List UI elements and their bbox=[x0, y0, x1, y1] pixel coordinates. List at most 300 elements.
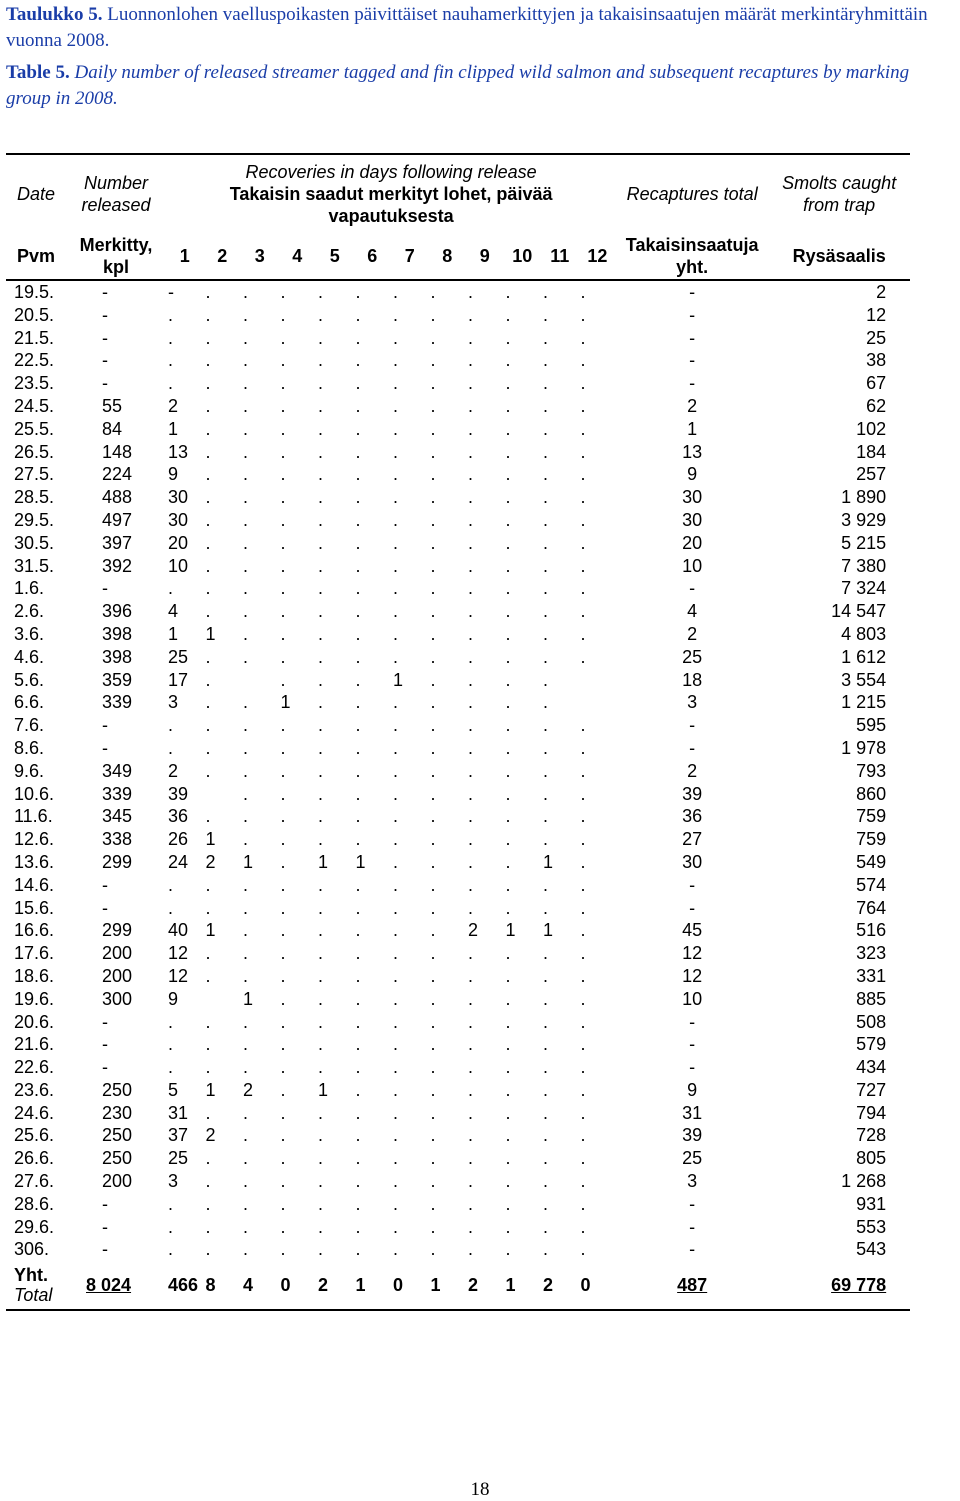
row-recovery-day: . bbox=[280, 806, 286, 827]
row-released: - bbox=[102, 897, 108, 918]
row-recovery-day: . bbox=[505, 669, 511, 690]
header-recoveries-fi: Takaisin saadut merkityt lohet, päivää vapautuksesta bbox=[229, 184, 553, 226]
table-row bbox=[6, 1011, 910, 1034]
row-recovery-day: 2 bbox=[468, 920, 479, 941]
row-recovery-day: . bbox=[205, 1216, 211, 1237]
row-recovery-day: . bbox=[280, 715, 286, 736]
row-recovery-day: . bbox=[468, 464, 474, 485]
total-smolts: 69 778 bbox=[768, 1261, 910, 1310]
row-recovery-day: . bbox=[543, 418, 549, 439]
caption-fi-text: Luonnonlohen vaelluspoikasten päivittäiset nauhamerkittyjen ja takaisinsaatujen määrät merkintäryhmittäin vuonna 2008. bbox=[6, 4, 928, 51]
row-recovery-day: . bbox=[543, 646, 549, 667]
row-recovery-day: . bbox=[580, 1057, 586, 1078]
row-recovery-day: . bbox=[430, 1171, 436, 1192]
row-recovery-day: . bbox=[355, 1216, 361, 1237]
row-recovery-day: . bbox=[393, 441, 399, 462]
row-released: 339 bbox=[102, 783, 133, 804]
row-recovery-day: . bbox=[318, 988, 324, 1009]
row-released: 300 bbox=[102, 988, 133, 1009]
row-recaptures-total: 12 bbox=[682, 943, 703, 964]
row-released: - bbox=[102, 1011, 108, 1032]
row-recovery-day: . bbox=[393, 578, 399, 599]
row-smolts: 508 bbox=[856, 1011, 887, 1032]
row-recovery-day: . bbox=[430, 669, 436, 690]
row-recovery-day: 4 bbox=[168, 601, 179, 622]
row-recovery-day: . bbox=[543, 1193, 549, 1214]
row-recovery-day: . bbox=[280, 897, 286, 918]
row-recovery-day: . bbox=[280, 282, 286, 302]
row-recovery-day: . bbox=[393, 874, 399, 895]
row-smolts: 7 324 bbox=[841, 578, 887, 599]
table-row bbox=[6, 600, 910, 623]
row-recovery-day: . bbox=[393, 555, 399, 576]
row-recovery-day bbox=[204, 988, 242, 1011]
row-released: - bbox=[102, 327, 108, 348]
row-recovery-day: . bbox=[318, 509, 324, 530]
row-recovery-day: . bbox=[205, 487, 211, 508]
row-date: 24.5. bbox=[14, 395, 55, 416]
row-recovery-day: . bbox=[430, 327, 436, 348]
header-day: 10 bbox=[504, 232, 542, 280]
row-recovery-day: . bbox=[243, 1102, 249, 1123]
header-date-en: Date bbox=[6, 154, 66, 232]
row-recovery-day: . bbox=[543, 1057, 549, 1078]
row-recovery-day: . bbox=[280, 851, 286, 872]
table-row bbox=[6, 509, 910, 532]
row-recovery-day: . bbox=[318, 806, 324, 827]
row-date: 28.5. bbox=[14, 487, 55, 508]
row-recovery-day: . bbox=[580, 487, 586, 508]
row-recovery-day: . bbox=[505, 1011, 511, 1032]
row-recovery-day: . bbox=[243, 920, 249, 941]
row-recovery-day: . bbox=[393, 532, 399, 553]
row-recovery-day: . bbox=[580, 1102, 586, 1123]
row-recovery-day: . bbox=[505, 1216, 511, 1237]
row-recovery-day: . bbox=[243, 1216, 249, 1237]
row-recovery-day: . bbox=[355, 760, 361, 781]
table-row bbox=[6, 783, 910, 806]
row-smolts: 331 bbox=[856, 965, 887, 986]
row-recovery-day: . bbox=[168, 1011, 174, 1032]
row-recovery-day: 12 bbox=[168, 965, 189, 986]
row-date: 3.6. bbox=[14, 623, 45, 644]
row-recovery-day: . bbox=[280, 1057, 286, 1078]
row-recovery-day: . bbox=[430, 760, 436, 781]
row-recovery-day: . bbox=[430, 1079, 436, 1100]
caption-en-text: Daily number of released streamer tagged and fin clipped wild salmon and subsequent recaptures by marking group in 2008. bbox=[6, 62, 910, 109]
row-recovery-day: . bbox=[505, 532, 511, 553]
row-recovery-day: 5 bbox=[168, 1079, 179, 1100]
row-date: 18.6. bbox=[14, 965, 55, 986]
table-row bbox=[6, 828, 910, 851]
row-recaptures-total: - bbox=[689, 874, 696, 895]
row-recovery-day: . bbox=[430, 532, 436, 553]
row-recovery-day: 3 bbox=[168, 1171, 179, 1192]
row-recovery-day: . bbox=[393, 988, 399, 1009]
header-day: 1 bbox=[166, 232, 204, 280]
row-recovery-day: . bbox=[355, 943, 361, 964]
table-row bbox=[6, 532, 910, 555]
total-day: 2 bbox=[316, 1261, 354, 1310]
total-row bbox=[6, 1261, 910, 1310]
row-recovery-day: . bbox=[393, 943, 399, 964]
row-recovery-day: . bbox=[505, 692, 511, 713]
table-row bbox=[6, 486, 910, 509]
row-recovery-day: . bbox=[318, 737, 324, 758]
row-released: 84 bbox=[102, 418, 123, 439]
row-recaptures-total: 2 bbox=[687, 623, 698, 644]
row-released: 396 bbox=[102, 601, 133, 622]
row-date: 15.6. bbox=[14, 897, 55, 918]
table-row bbox=[6, 646, 910, 669]
row-recovery-day: . bbox=[243, 601, 249, 622]
row-recovery-day: . bbox=[243, 555, 249, 576]
total-day: 4 bbox=[241, 1261, 279, 1310]
row-recovery-day: . bbox=[468, 1125, 474, 1146]
table-row bbox=[6, 555, 910, 578]
row-recovery-day: . bbox=[505, 829, 511, 850]
row-recovery-day: . bbox=[318, 623, 324, 644]
row-recovery-day: . bbox=[430, 441, 436, 462]
row-recovery-day: . bbox=[168, 1034, 174, 1055]
row-recovery-day: . bbox=[280, 578, 286, 599]
row-recovery-day: . bbox=[393, 1011, 399, 1032]
row-recovery-day: . bbox=[168, 1216, 174, 1237]
row-recovery-day: . bbox=[468, 282, 474, 302]
row-recovery-day: . bbox=[318, 874, 324, 895]
row-released: - bbox=[102, 715, 108, 736]
row-recovery-day: . bbox=[280, 601, 286, 622]
row-recovery-day: . bbox=[543, 760, 549, 781]
row-recovery-day: . bbox=[468, 1011, 474, 1032]
row-recovery-day: . bbox=[243, 783, 249, 804]
row-recovery-day: . bbox=[505, 395, 511, 416]
row-recovery-day: . bbox=[355, 509, 361, 530]
row-recovery-day: . bbox=[205, 1034, 211, 1055]
row-recovery-day: . bbox=[318, 373, 324, 394]
row-recovery-day: . bbox=[580, 395, 586, 416]
row-recovery-day: . bbox=[543, 874, 549, 895]
row-recovery-day: . bbox=[430, 897, 436, 918]
row-recovery-day: . bbox=[430, 806, 436, 827]
row-recovery-day: . bbox=[393, 1057, 399, 1078]
row-recovery-day: . bbox=[393, 851, 399, 872]
row-recovery-day: . bbox=[580, 897, 586, 918]
row-recovery-day: . bbox=[468, 1079, 474, 1100]
row-recovery-day: . bbox=[580, 327, 586, 348]
row-smolts: 543 bbox=[856, 1239, 887, 1260]
row-recovery-day: . bbox=[580, 1148, 586, 1169]
row-recovery-day: . bbox=[580, 464, 586, 485]
row-date: 306. bbox=[14, 1239, 50, 1260]
row-date: 21.6. bbox=[14, 1034, 55, 1055]
row-released: 299 bbox=[102, 920, 133, 941]
row-recovery-day: . bbox=[318, 464, 324, 485]
row-recovery-day bbox=[579, 691, 617, 714]
total-day: 0 bbox=[579, 1261, 617, 1310]
row-recovery-day: . bbox=[468, 1102, 474, 1123]
row-recovery-day: . bbox=[505, 555, 511, 576]
row-recovery-day: . bbox=[318, 1216, 324, 1237]
row-recovery-day: . bbox=[243, 304, 249, 325]
row-recovery-day: . bbox=[580, 760, 586, 781]
row-recovery-day: 1 bbox=[243, 988, 254, 1009]
row-recovery-day: . bbox=[280, 1102, 286, 1123]
row-recovery-day: . bbox=[580, 373, 586, 394]
row-recovery-day: . bbox=[543, 897, 549, 918]
row-recovery-day: . bbox=[543, 1125, 549, 1146]
table-row bbox=[6, 1079, 910, 1102]
row-smolts: 1 215 bbox=[841, 692, 887, 713]
row-recovery-day: . bbox=[205, 965, 211, 986]
row-recaptures-total: - bbox=[689, 1034, 696, 1055]
row-smolts: 323 bbox=[856, 943, 887, 964]
row-smolts: 759 bbox=[856, 829, 887, 850]
row-recovery-day: . bbox=[168, 1193, 174, 1214]
row-date: 10.6. bbox=[14, 783, 55, 804]
table-row bbox=[6, 1056, 910, 1079]
row-recaptures-total: - bbox=[689, 282, 696, 302]
row-recovery-day: . bbox=[543, 692, 549, 713]
row-released: 250 bbox=[102, 1148, 133, 1169]
row-recovery-day: . bbox=[430, 1102, 436, 1123]
row-recovery-day: . bbox=[243, 327, 249, 348]
row-smolts: 727 bbox=[856, 1079, 887, 1100]
row-recovery-day: . bbox=[505, 327, 511, 348]
row-date: 22.6. bbox=[14, 1057, 55, 1078]
row-date: 27.6. bbox=[14, 1171, 55, 1192]
row-recaptures-total: 9 bbox=[687, 1079, 698, 1100]
row-recovery-day: . bbox=[580, 623, 586, 644]
row-recovery-day: . bbox=[468, 1216, 474, 1237]
table-row bbox=[6, 942, 910, 965]
total-label bbox=[6, 1261, 66, 1310]
row-recovery-day: . bbox=[318, 783, 324, 804]
row-recovery-day: . bbox=[430, 737, 436, 758]
header-day: 12 bbox=[579, 232, 617, 280]
row-recovery-day: . bbox=[468, 715, 474, 736]
table-row bbox=[6, 805, 910, 828]
row-recovery-day: . bbox=[393, 965, 399, 986]
row-date: 16.6. bbox=[14, 920, 55, 941]
row-recovery-day: . bbox=[505, 578, 511, 599]
row-recovery-day: . bbox=[355, 692, 361, 713]
row-recovery-day: . bbox=[318, 1011, 324, 1032]
table-row bbox=[6, 1216, 910, 1239]
caption-en-label: Table 5. bbox=[6, 62, 70, 83]
row-recovery-day: 26 bbox=[168, 829, 189, 850]
row-recovery-day: . bbox=[430, 464, 436, 485]
row-released: 200 bbox=[102, 965, 133, 986]
row-released: 392 bbox=[102, 555, 133, 576]
row-recovery-day: . bbox=[205, 943, 211, 964]
row-recovery-day: . bbox=[243, 532, 249, 553]
header-day: 2 bbox=[204, 232, 242, 280]
row-recovery-day: . bbox=[468, 851, 474, 872]
table-caption bbox=[6, 2, 956, 112]
row-recovery-day: . bbox=[393, 464, 399, 485]
row-recovery-day: . bbox=[505, 1125, 511, 1146]
row-recovery-day: . bbox=[205, 304, 211, 325]
row-recovery-day: . bbox=[430, 623, 436, 644]
table-row bbox=[6, 463, 910, 486]
row-recovery-day: 30 bbox=[168, 509, 189, 530]
row-recovery-day: . bbox=[243, 874, 249, 895]
row-smolts: 574 bbox=[856, 874, 887, 895]
row-recovery-day: . bbox=[430, 304, 436, 325]
row-recovery-day: . bbox=[430, 487, 436, 508]
row-recovery-day: . bbox=[543, 943, 549, 964]
row-recovery-day: 1 bbox=[355, 851, 366, 872]
header-day: 6 bbox=[354, 232, 392, 280]
row-recovery-day: . bbox=[355, 783, 361, 804]
row-recovery-day: . bbox=[243, 760, 249, 781]
header-day: 3 bbox=[241, 232, 279, 280]
row-recovery-day: . bbox=[355, 327, 361, 348]
row-released: 55 bbox=[102, 395, 123, 416]
row-recovery-day: . bbox=[468, 532, 474, 553]
row-recaptures-total: 10 bbox=[682, 555, 703, 576]
table-row bbox=[6, 280, 910, 304]
row-date: 11.6. bbox=[14, 806, 53, 827]
row-recovery-day: . bbox=[543, 532, 549, 553]
row-recovery-day: . bbox=[580, 509, 586, 530]
row-date: 5.6. bbox=[14, 669, 45, 690]
row-recovery-day: . bbox=[318, 350, 324, 371]
row-recovery-day: . bbox=[393, 1239, 399, 1260]
page-number: 18 bbox=[470, 1479, 490, 1500]
row-smolts: 1 978 bbox=[841, 737, 887, 758]
row-recovery-day: . bbox=[243, 441, 249, 462]
row-recovery-day: . bbox=[505, 282, 511, 302]
row-smolts: 12 bbox=[866, 304, 887, 325]
row-recovery-day: . bbox=[430, 783, 436, 804]
row-recovery-day: . bbox=[430, 509, 436, 530]
row-recaptures-total: 31 bbox=[682, 1102, 703, 1123]
row-recovery-day: . bbox=[318, 1034, 324, 1055]
row-date: 1.6. bbox=[14, 578, 45, 599]
row-recovery-day: . bbox=[243, 1148, 249, 1169]
row-recovery-day: . bbox=[430, 1125, 436, 1146]
row-recovery-day: . bbox=[430, 395, 436, 416]
row-recovery-day: . bbox=[280, 1193, 286, 1214]
row-date: 27.5. bbox=[14, 464, 55, 485]
row-recovery-day: . bbox=[243, 350, 249, 371]
row-recovery-day: . bbox=[393, 646, 399, 667]
row-date: 23.5. bbox=[14, 373, 55, 394]
row-recovery-day: . bbox=[355, 487, 361, 508]
row-recovery-day: . bbox=[468, 783, 474, 804]
row-recovery-day: . bbox=[393, 1125, 399, 1146]
row-recovery-day: . bbox=[243, 806, 249, 827]
row-recovery-day: . bbox=[243, 487, 249, 508]
row-recovery-day: . bbox=[468, 943, 474, 964]
row-recovery-day: . bbox=[580, 532, 586, 553]
row-recaptures-total: - bbox=[689, 737, 696, 758]
row-smolts: 794 bbox=[856, 1102, 887, 1123]
row-recovery-day: . bbox=[393, 737, 399, 758]
row-recovery-day: . bbox=[318, 304, 324, 325]
row-recovery-day: . bbox=[168, 304, 174, 325]
row-recovery-day: . bbox=[580, 1193, 586, 1214]
row-recovery-day: 1 bbox=[205, 920, 216, 941]
row-recovery-day: . bbox=[168, 715, 174, 736]
total-day: 1 bbox=[429, 1261, 467, 1310]
row-recovery-day: . bbox=[280, 988, 286, 1009]
row-smolts: 931 bbox=[856, 1193, 887, 1214]
row-smolts: 793 bbox=[856, 760, 887, 781]
row-recovery-day: . bbox=[318, 829, 324, 850]
row-released: 250 bbox=[102, 1079, 133, 1100]
row-recovery-day: . bbox=[430, 851, 436, 872]
row-recovery-day: . bbox=[430, 965, 436, 986]
row-recovery-day: . bbox=[393, 920, 399, 941]
row-recovery-day: 2 bbox=[205, 1125, 216, 1146]
row-recovery-day: . bbox=[168, 327, 174, 348]
row-smolts: 434 bbox=[856, 1057, 887, 1078]
row-recovery-day: . bbox=[205, 555, 211, 576]
row-recovery-day: 13 bbox=[168, 441, 189, 462]
table-row bbox=[6, 1170, 910, 1193]
row-recovery-day: . bbox=[393, 897, 399, 918]
row-recovery-day: 1 bbox=[168, 418, 179, 439]
row-recovery-day: . bbox=[505, 623, 511, 644]
row-recovery-day: . bbox=[243, 943, 249, 964]
row-recovery-day: . bbox=[318, 441, 324, 462]
row-recovery-day: . bbox=[205, 692, 211, 713]
row-date: 13.6. bbox=[14, 851, 55, 872]
row-recovery-day: . bbox=[318, 327, 324, 348]
row-recovery-day: . bbox=[205, 737, 211, 758]
row-recovery-day: . bbox=[243, 829, 249, 850]
row-recaptures-total: 36 bbox=[682, 806, 703, 827]
row-recovery-day: 9 bbox=[168, 988, 179, 1009]
table-row bbox=[6, 760, 910, 783]
row-recovery-day: . bbox=[543, 350, 549, 371]
row-recovery-day: . bbox=[280, 943, 286, 964]
row-recovery-day: 1 bbox=[318, 1079, 329, 1100]
header-day: 7 bbox=[391, 232, 429, 280]
table-row bbox=[6, 349, 910, 372]
row-recaptures-total: - bbox=[689, 304, 696, 325]
row-date: 4.6. bbox=[14, 646, 45, 667]
table-row bbox=[6, 304, 910, 327]
row-date: 26.5. bbox=[14, 441, 55, 462]
row-recovery-day: . bbox=[318, 418, 324, 439]
row-recovery-day: . bbox=[393, 1034, 399, 1055]
row-recovery-day: . bbox=[393, 1079, 399, 1100]
row-recovery-day: . bbox=[430, 555, 436, 576]
row-recovery-day: . bbox=[168, 578, 174, 599]
row-recaptures-total: 12 bbox=[682, 965, 703, 986]
row-recaptures-total: 10 bbox=[682, 988, 703, 1009]
row-recovery-day: . bbox=[505, 304, 511, 325]
row-recovery-day: . bbox=[318, 897, 324, 918]
row-recovery-day: . bbox=[468, 874, 474, 895]
row-released: 349 bbox=[102, 760, 133, 781]
row-recaptures-total: 30 bbox=[682, 487, 703, 508]
row-recovery-day: . bbox=[355, 897, 361, 918]
caption-fi-label: Taulukko 5. bbox=[6, 4, 103, 25]
row-date: 22.5. bbox=[14, 350, 55, 371]
table-row bbox=[6, 1193, 910, 1216]
row-recovery-day: . bbox=[505, 464, 511, 485]
row-recovery-day: . bbox=[355, 1079, 361, 1100]
row-released: 338 bbox=[102, 829, 133, 850]
row-recovery-day: . bbox=[468, 373, 474, 394]
total-label-fi: Yht. bbox=[14, 1265, 48, 1286]
row-recovery-day: . bbox=[318, 1171, 324, 1192]
